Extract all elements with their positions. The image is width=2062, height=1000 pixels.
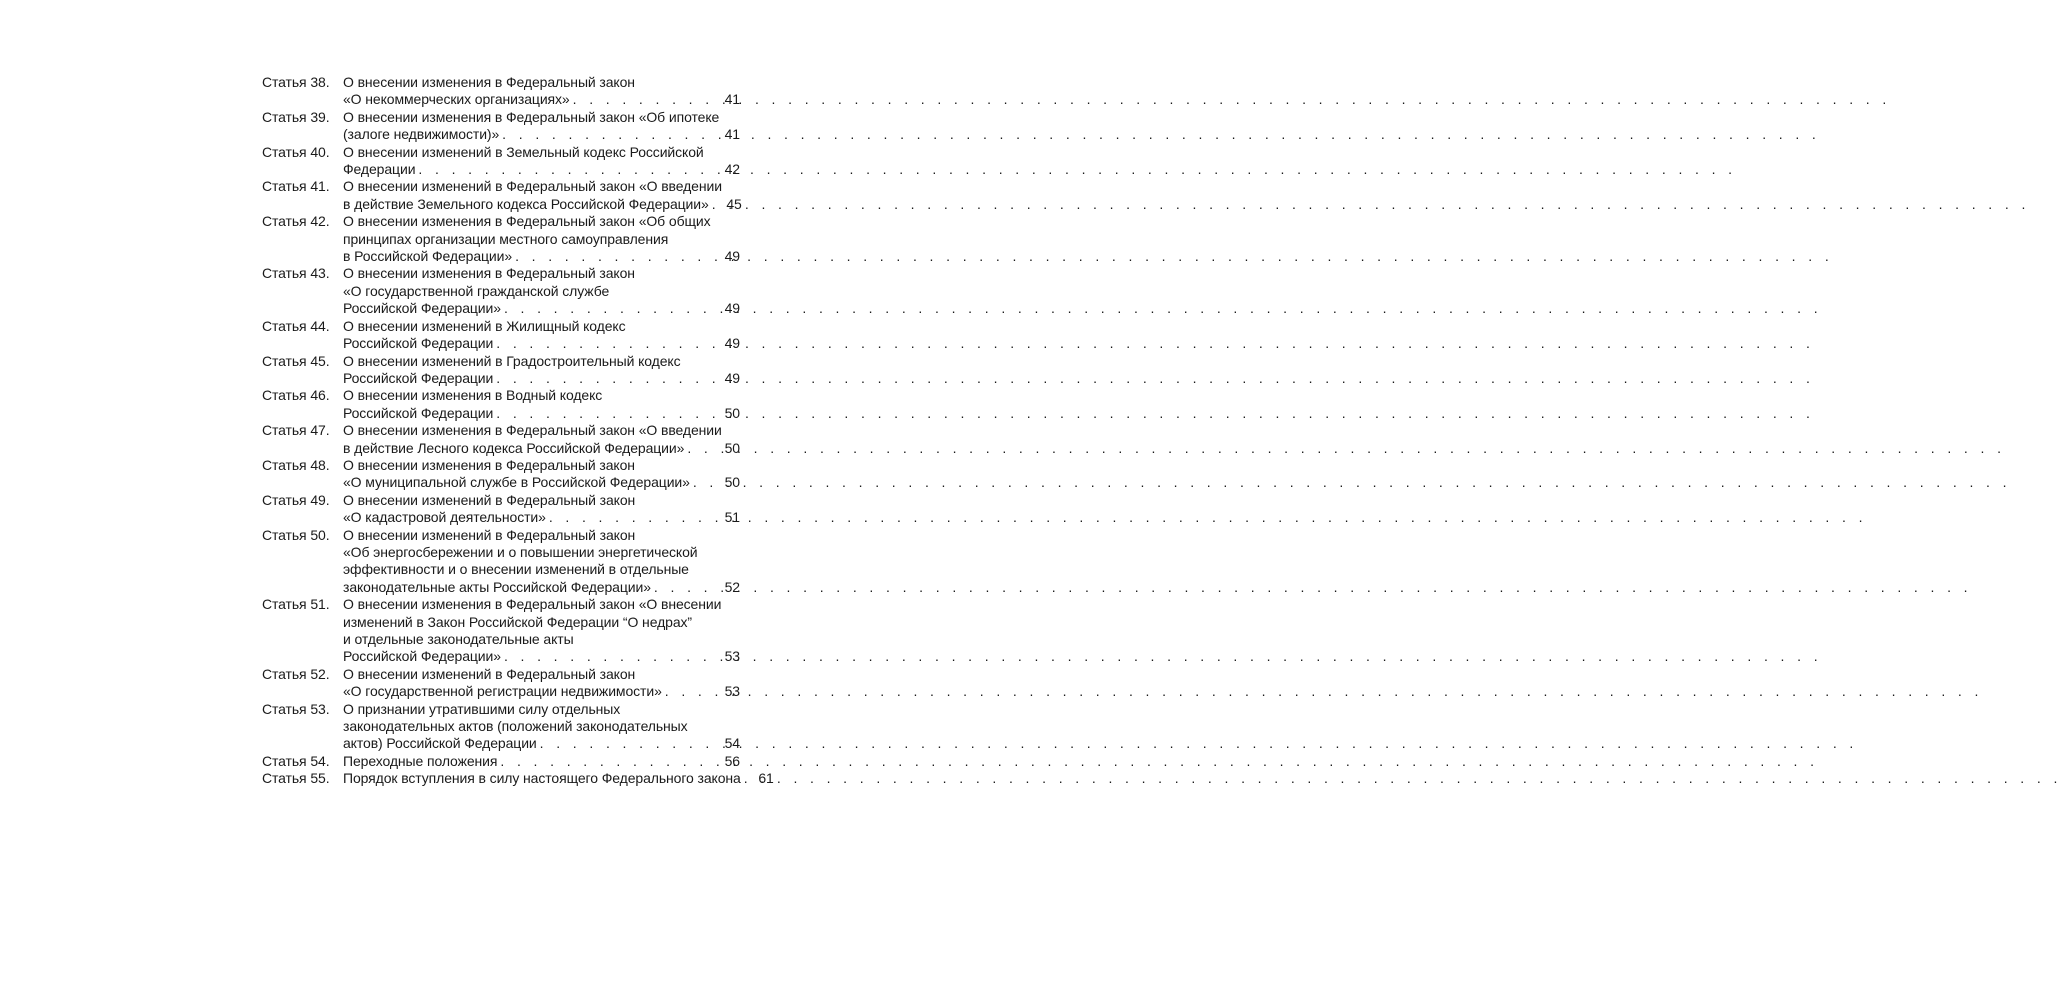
dot-leader	[493, 370, 716, 387]
title-last-line	[343, 648, 740, 665]
title-line: О внесении изменения в Федеральный закон «О введении	[343, 422, 722, 439]
title-last-line	[343, 579, 740, 596]
dot-leader	[501, 300, 716, 317]
page-number: 41	[724, 126, 740, 143]
title-last-line	[343, 735, 740, 752]
toc-entry	[262, 770, 774, 787]
title-last-line	[343, 91, 740, 108]
dot-leader	[512, 248, 716, 265]
table-of-contents	[262, 74, 774, 788]
title-last-line	[343, 683, 740, 700]
page-number: 49	[724, 300, 740, 317]
dot-leader	[493, 405, 716, 422]
article-number: Статья 40.	[262, 143, 330, 160]
toc-entry	[262, 527, 740, 597]
toc-entry	[262, 265, 740, 317]
title-last-line	[343, 370, 740, 387]
entry-title	[343, 178, 740, 213]
entry-title	[343, 265, 740, 317]
title-line: О внесении изменений в Градостроительный кодекс	[343, 352, 681, 369]
page-number: 53	[724, 683, 740, 700]
title-line: Российской Федерации	[343, 404, 494, 421]
toc-entry	[262, 178, 740, 213]
title-line: «О государственной регистрации недвижимости»	[343, 683, 662, 700]
article-number: Статья 55.	[262, 770, 330, 787]
title-line: О внесении изменений в Земельный кодекс Российской	[343, 143, 704, 160]
article-number: Статья 53.	[262, 700, 330, 717]
dot-leader	[493, 335, 716, 352]
toc-entry	[262, 387, 740, 422]
toc-entry	[262, 74, 740, 109]
title-last-line	[343, 753, 740, 770]
entry-title	[343, 457, 740, 492]
article-number: Статья 42.	[262, 213, 330, 230]
entry-title	[343, 701, 740, 753]
title-last-line	[343, 335, 740, 352]
entry-title	[343, 596, 740, 666]
title-line: «Об энергосбережении и о повышении энергетической	[343, 543, 698, 560]
title-line: О внесении изменения в Федеральный закон	[343, 74, 635, 90]
toc-entry	[262, 753, 740, 770]
article-number: Статья 47.	[262, 422, 330, 439]
page-number: 61	[758, 770, 774, 787]
title-line: О внесении изменений в Федеральный закон	[343, 665, 636, 682]
title-line: «О кадастровой деятельности»	[343, 509, 546, 526]
entry-title	[343, 492, 740, 527]
entry-title	[343, 353, 740, 388]
title-line: (залоге недвижимости)»	[343, 126, 500, 143]
dot-leader	[651, 579, 716, 596]
title-last-line	[343, 161, 740, 178]
toc-entry	[262, 457, 740, 492]
dot-leader	[684, 440, 716, 457]
title-line: Российской Федерации	[343, 369, 494, 386]
page-number: 49	[724, 369, 740, 386]
title-line: Порядок вступления в силу настоящего Федерального закона	[343, 770, 741, 787]
title-line: и отдельные законодательные акты	[343, 631, 574, 647]
title-line: О внесении изменения в Федеральный закон «О внесении	[343, 596, 722, 613]
dot-leader	[741, 770, 750, 787]
title-line: О признании утратившими силу отдельных	[343, 700, 621, 717]
entry-title	[343, 527, 740, 597]
article-number: Статья 43.	[262, 265, 330, 282]
page-number: 52	[724, 578, 740, 595]
dot-leader	[570, 91, 716, 108]
title-line: «О государственной гражданской службе	[343, 282, 610, 299]
article-number: Статья 48.	[262, 456, 330, 473]
title-line: актов) Российской Федерации	[343, 735, 537, 752]
title-line: Федерации	[343, 161, 416, 178]
title-line: «О муниципальной службе в Российской Федерации»	[343, 474, 690, 491]
dot-leader	[690, 474, 716, 491]
title-line: законодательных актов (положений законодательных	[343, 718, 688, 735]
title-last-line	[343, 440, 740, 457]
dot-leader	[546, 509, 716, 526]
entry-title	[343, 213, 740, 265]
title-line: изменений в Закон Российской Федерации “О недрах”	[343, 613, 692, 630]
page-number: 41	[724, 91, 740, 108]
entry-title	[343, 387, 740, 422]
entry-title	[343, 318, 740, 353]
title-line: Российской Федерации»	[343, 648, 501, 665]
page-number: 56	[724, 752, 740, 769]
title-last-line	[343, 126, 740, 143]
page-number: 50	[724, 404, 740, 421]
article-number: Статья 41.	[262, 178, 330, 195]
dot-leader	[537, 735, 716, 752]
toc-entry	[262, 422, 740, 457]
page-number: 54	[724, 735, 740, 752]
toc-entry	[262, 353, 740, 388]
title-last-line	[343, 770, 774, 787]
article-number: Статья 39.	[262, 108, 330, 125]
entry-title	[343, 666, 740, 701]
article-number: Статья 44.	[262, 317, 330, 334]
title-line: О внесении изменения в Федеральный закон	[343, 265, 635, 282]
title-line: Переходные положения	[343, 752, 498, 769]
title-last-line	[343, 405, 740, 422]
article-number: Статья 45.	[262, 352, 330, 369]
article-number: Статья 46.	[262, 387, 330, 404]
title-line: О внесении изменений в Федеральный закон	[343, 491, 636, 508]
entry-title	[343, 422, 740, 457]
toc-entry	[262, 144, 740, 179]
title-last-line	[343, 248, 740, 265]
title-line: О внесении изменений в Федеральный закон	[343, 526, 636, 543]
title-line: О внесении изменений в Жилищный кодекс	[343, 317, 626, 334]
article-number: Статья 50.	[262, 526, 330, 543]
title-line: О внесении изменений в Федеральный закон «О введении	[343, 178, 722, 195]
title-line: О внесении изменения в Федеральный закон	[343, 456, 635, 473]
toc-entry	[262, 492, 740, 527]
entry-title	[343, 109, 740, 144]
title-line: в Российской Федерации»	[343, 248, 513, 265]
dot-leader	[497, 753, 716, 770]
article-number: Статья 38.	[262, 74, 330, 90]
toc-entry	[262, 109, 740, 144]
title-line: Российской Федерации»	[343, 300, 501, 317]
entry-title	[343, 74, 740, 109]
title-last-line	[343, 474, 740, 491]
dot-leader	[501, 648, 716, 665]
title-line: в действие Земельного кодекса Российской Федерации»	[343, 195, 709, 212]
title-line: законодательные акты Российской Федерации»	[343, 578, 651, 595]
title-line: Российской Федерации	[343, 335, 494, 352]
toc-entry	[262, 666, 740, 701]
title-last-line	[343, 196, 740, 213]
article-number: Статья 54.	[262, 752, 330, 769]
page-number: 45	[726, 195, 742, 212]
page-number: 42	[724, 161, 740, 178]
entry-title	[343, 144, 740, 179]
dot-leader	[499, 126, 716, 143]
dot-leader	[709, 196, 718, 213]
page-number: 53	[724, 648, 740, 665]
entry-title	[343, 753, 740, 770]
article-number: Статья 51.	[262, 596, 330, 613]
page-number: 49	[724, 335, 740, 352]
dot-leader	[662, 683, 716, 700]
page-number: 51	[724, 509, 740, 526]
toc-entry	[262, 596, 740, 666]
title-line: в действие Лесного кодекса Российской Федерации»	[343, 439, 685, 456]
title-line: «О некоммерческих организациях»	[343, 91, 570, 108]
title-line: О внесении изменения в Федеральный закон «Об общих	[343, 213, 711, 230]
title-line: О внесении изменения в Федеральный закон «Об ипотеке	[343, 108, 720, 125]
page-number: 50	[724, 474, 740, 491]
toc-entry	[262, 213, 740, 265]
title-last-line	[343, 509, 740, 526]
article-number: Статья 52.	[262, 665, 330, 682]
entry-title	[343, 770, 774, 787]
toc-entry	[262, 318, 740, 353]
page-number: 50	[724, 439, 740, 456]
toc-entry	[262, 701, 740, 753]
article-number: Статья 49.	[262, 491, 330, 508]
title-line: эффективности и о внесении изменений в отдельные	[343, 561, 689, 578]
title-line: О внесении изменения в Водный кодекс	[343, 387, 603, 404]
title-line: принципах организации местного самоуправления	[343, 230, 669, 247]
page-number: 49	[724, 248, 740, 265]
title-last-line	[343, 300, 740, 317]
dot-leader	[415, 161, 716, 178]
